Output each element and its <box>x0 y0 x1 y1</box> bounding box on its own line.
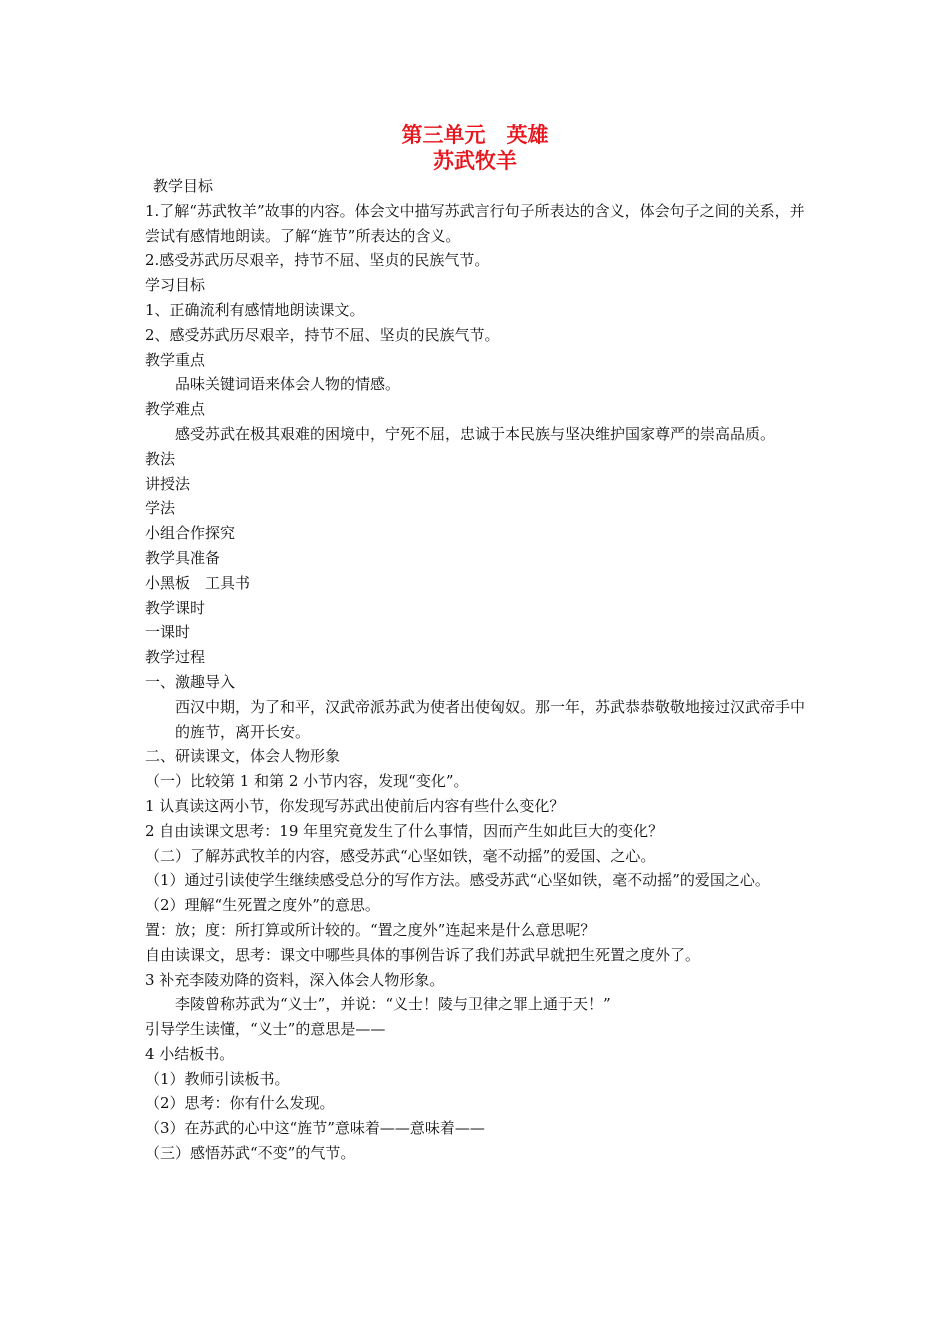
document-body <box>145 174 813 1166</box>
paragraph: 品味关键词语来体会人物的情感。 <box>175 375 401 394</box>
paragraph: （2）思考：你有什么发现。 <box>145 1094 335 1113</box>
paragraph: （3）在苏武的心中这“旌节”意味着——意味着—— <box>145 1119 485 1138</box>
paragraph: 感受苏武在极其艰难的困境中，宁死不屈，忠诚于本民族与坚决维护国家尊严的崇高品质。 <box>175 424 776 443</box>
section-heading: 教学具准备 <box>145 548 221 567</box>
paragraph: （二）了解苏武牧羊的内容，感受苏武“心坚如铁，毫不动摇”的爱国、之心。 <box>145 846 656 865</box>
paragraph: 小黑板 工具书 <box>145 573 251 592</box>
paragraph: （1）通过引读使学生继续感受总分的写作方法。感受苏武“心坚如铁，毫不动摇”的爱国之心。 <box>145 871 770 890</box>
paragraph: 2.感受苏武历尽艰辛，持节不屈、坚贞的民族气节。 <box>145 251 490 270</box>
paragraph: （一）比较第 1 和第 2 小节内容，发现“变化”。 <box>145 772 469 791</box>
paragraph: 自由读课文，思考：课文中哪些具体的事例告诉了我们苏武早就把生死置之度外了。 <box>145 945 701 964</box>
paragraph: 西汉中期，为了和平，汉武帝派苏武为使者出使匈奴。那一年，苏武恭恭敬敬地接过汉武帝手中的旌节，离开长安。 <box>175 697 806 741</box>
section-heading: 教学课时 <box>145 598 206 617</box>
section-heading: 教学过程 <box>145 648 206 667</box>
section-heading: 教法 <box>145 449 176 468</box>
paragraph: 1 认真读这两小节，你发现写苏武出使前后内容有些什么变化？ <box>145 796 565 815</box>
lesson-title: 苏武牧羊 <box>433 149 517 173</box>
paragraph: 2、感受苏武历尽艰辛，持节不屈、坚贞的民族气节。 <box>145 325 500 344</box>
paragraph: 二、研读课文，体会人物形象 <box>145 747 341 766</box>
section-heading: 学习目标 <box>145 276 206 295</box>
paragraph: 2 自由读课文思考：19 年里究竟发生了什么事情，因而产生如此巨大的变化？ <box>145 821 664 840</box>
paragraph: （三）感悟苏武“不变”的气节。 <box>145 1144 356 1163</box>
paragraph: 李陵曾称苏武为“义士”，并说：“义士！陵与卫律之罪上通于天！” <box>175 995 611 1014</box>
paragraph: 讲授法 <box>145 474 191 493</box>
section-heading: 教学目标 <box>153 177 214 195</box>
paragraph: （2）理解“生死置之度外”的意思。 <box>145 896 380 915</box>
paragraph: （1）教师引读板书。 <box>145 1069 290 1088</box>
section-heading: 学法 <box>145 499 176 518</box>
paragraph: 小组合作探究 <box>145 524 236 543</box>
paragraph: 1、正确流利有感情地朗读课文。 <box>145 300 365 319</box>
paragraph: 4 小结板书。 <box>145 1044 235 1063</box>
paragraph: 3 补充李陵劝降的资料，深入体会人物形象。 <box>145 970 445 989</box>
unit-title: 第三单元 英雄 <box>401 123 549 147</box>
paragraph: 引导学生读懂，“义士”的意思是—— <box>145 1020 386 1039</box>
section-heading: 教学重点 <box>145 350 206 369</box>
paragraph: 1.了解“苏武牧羊”故事的内容。体会文中描写苏武言行句子所表达的含义，体会句子之间的关系，并尝试有感情地朗读。了解“旌节”所表达的含义。 <box>145 201 805 245</box>
section-heading: 教学难点 <box>145 400 206 419</box>
paragraph: 置：放；度：所打算或所计较的。“置之度外”连起来是什么意思呢？ <box>145 920 596 939</box>
paragraph: 一课时 <box>145 623 191 642</box>
paragraph: 一、激趣导入 <box>145 672 236 691</box>
